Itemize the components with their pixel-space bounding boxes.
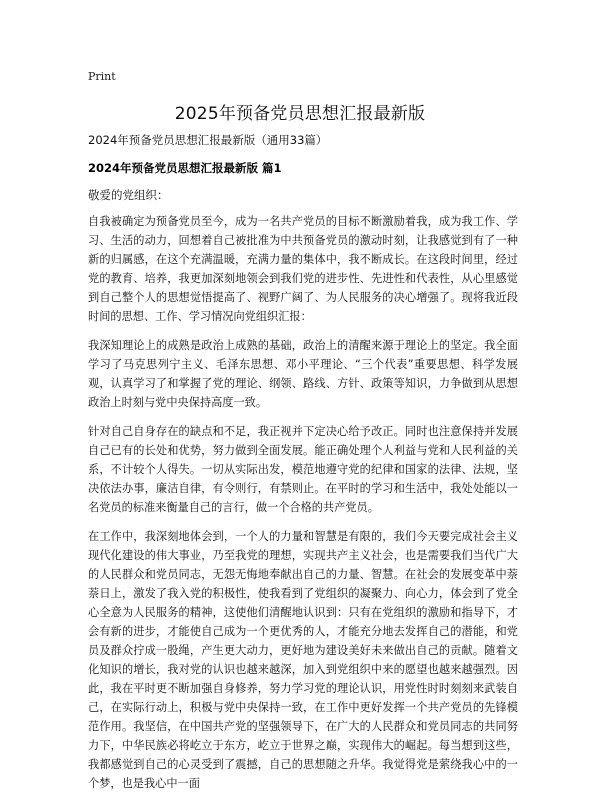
document-body	[88, 212, 518, 803]
print-link[interactable]: Print	[88, 70, 116, 83]
paragraph: 我深知理论上的成熟是政治上成熟的基础，政治上的清醒来源于理论上的坚定。我全面学习了马克思列宁主义、毛泽东思想、邓小平理论、“三个代表”重要思想、科学发展观，认真学习了和掌握了党的理论、纲领、路线、方针、政策等知识，力争做到从思想政治上时刻与党中央保持高度一致。	[88, 339, 518, 409]
salutation: 敬爱的党组织：	[88, 188, 169, 202]
paragraph: 在工作中，我深刻地体会到，一个人的力量和智慧是有限的，我们今天要完成社会主义现代化建设的伟大事业，乃至我党的理想，实现共产主义社会，也是需要我们当代广大的人民群众和党员同志，无怨无悔地奉献出自己的力量、智慧。在社会的发展变革中萘萘日上，激发了我入党的积极性，使我看到了党组织的凝聚力、向心力，体会到了党全心全意为人民服务的精神，这使他们清醒地认识到：只有在党组织的激励和指导下，才会有新的进步，才能使自己成为一个更优秀的人，才能充分地去发挥自己的潜能，和党员及群众拧成一股绳，产生更大动力，更好地为建设美好未来做出自己的贡献。随着文化知识的增长，我对党的认识也越来越深，加入到党组织中来的愿望也越来越强烈。因此，我在平时更不断加强自身修养，努力学习党的理论认识，用党性时时刻刻来武装自己，在实际行动上，积极与党中央保持一致，在工作中更好发挥一个共产党员的先锋模范作用。我坚信，在中国共产党的坚强领导下，在广大的人民群众和党员同志的共同努力下，中华民族必将屹立于东方，屹立于世界之巅，实现伟大的崛起。每当想到这些，我都感觉到自己的心灵受到了震撼，自己的思想随之升华。我觉得党是萦绕我心中的一个梦，也是我心中一面	[88, 530, 518, 790]
paragraph: 针对自己自身存在的缺点和不足，我正视并下定决心给予改正。同时也注意保持并发展自己已有的长处和优势，努力做到全面发展。能正确处理个人利益与党和人民利益的关系，不计较个人得失。一切从实际出发，模范地遵守党的纪律和国家的法律、法规，坚决依法办事，廉洁自律，有令则行，有禁则止。在平时的学习和生活中，我处处能以一名党员的标准来衡量自己的言行，做一个合格的共产党员。	[88, 425, 518, 514]
section-heading: 2024年预备党员思想汇报最新版 篇1	[88, 161, 282, 175]
paragraph: 自我被确定为预备党员至今，成为一名共产党员的目标不断激励着我，成为我工作、学习、生活的动力，回想着自己被批准为中共预备党员的激动时刻，让我感觉到有了一种新的归属感，在这个充满温暖，充满力量的集体中，我不断成长。在这段时间里，经过党的教育、培养，我更加深刻地领会到我们党的进步性、先进性和代表性，从心里感觉到自己整个人的思想觉悟提高了、视野广阔了、为人民服务的决心增强了。现将我近段时间的思想、工作、学习情况向党组织汇报：	[88, 215, 518, 323]
document-subtitle: 2024年预备党员思想汇报最新版（通用33篇）	[88, 133, 328, 147]
document-title: 2025年预备党员思想汇报最新版	[174, 104, 426, 124]
